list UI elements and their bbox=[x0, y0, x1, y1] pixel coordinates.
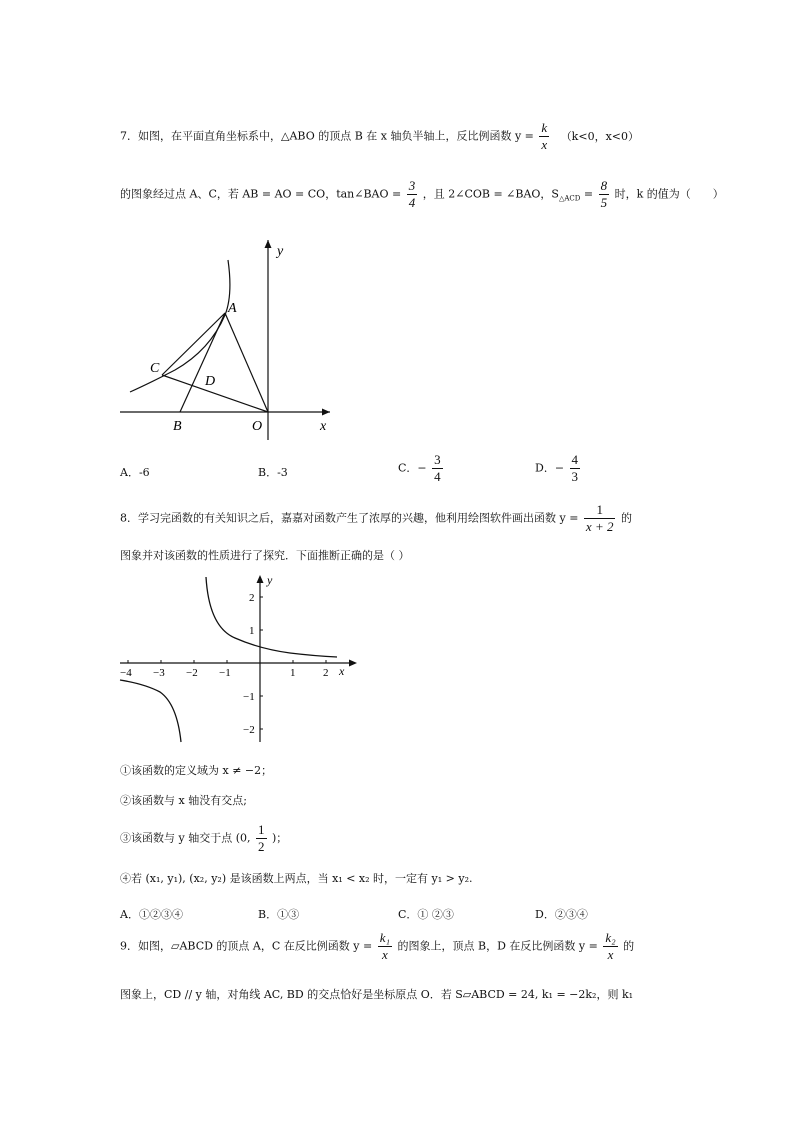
q9-frac1-num: k₁ bbox=[379, 930, 390, 945]
q8-ytick-neg2: −2 bbox=[243, 724, 255, 736]
q7-option-c-fraction bbox=[432, 452, 443, 485]
q7-segment-CA bbox=[162, 313, 225, 375]
q8-s3-suffix: )； bbox=[272, 831, 288, 845]
q8-line1-text: 8．学习完函数的有关知识之后，嘉嘉对函数产生了浓厚的兴趣，他利用绘图软件画出函数 y = bbox=[120, 511, 579, 525]
q7-line2-sub: △ACD bbox=[558, 194, 581, 203]
q7-hyperbola bbox=[130, 260, 230, 392]
q7-option-d-den: 3 bbox=[571, 469, 579, 484]
q7-label-B: B bbox=[173, 419, 182, 434]
q7-line2-b: ，且 2∠COB = ∠BAO，S bbox=[422, 187, 559, 201]
q7-label-A: A bbox=[228, 301, 237, 316]
q9-frac2-num: k₂ bbox=[605, 930, 616, 945]
q7-line2 bbox=[120, 178, 724, 211]
q7-y-arrow bbox=[265, 240, 272, 248]
q8-frac-den: x + 2 bbox=[585, 519, 614, 534]
q7-frac-s-num: 8 bbox=[600, 178, 608, 193]
q7-label-y: y bbox=[277, 244, 284, 259]
q7-fraction-tan bbox=[407, 178, 418, 211]
q8-option-a: A．①②③④ bbox=[120, 908, 183, 921]
q9-line1 bbox=[120, 930, 634, 963]
q8-xtick-1: 1 bbox=[290, 667, 296, 679]
q8-curve-left-branch bbox=[120, 680, 181, 742]
q7-option-d-fraction bbox=[570, 452, 581, 485]
q7-option-c bbox=[398, 452, 445, 485]
q7-line1 bbox=[120, 120, 639, 153]
q8-xtick-2: 2 bbox=[323, 667, 329, 679]
q8-option-b: B．①③ bbox=[258, 908, 300, 921]
q7-option-a: A．-6 bbox=[120, 466, 150, 479]
q8-x-label: x bbox=[339, 664, 345, 678]
q7-line2-c: = bbox=[583, 187, 597, 201]
q7-fraction-area bbox=[599, 178, 610, 211]
q9-fraction-k1 bbox=[378, 930, 392, 963]
q8-fraction bbox=[584, 502, 616, 535]
q7-line2-a: 的图象经过点 A、C，若 AB = AO = CO，tan∠BAO = bbox=[120, 187, 405, 201]
q9-line1-a: 9．如图，▱ABCD 的顶点 A，C 在反比例函数 y = bbox=[120, 939, 373, 953]
q7-option-c-den: 4 bbox=[434, 469, 441, 484]
q8-statement-3 bbox=[120, 822, 287, 855]
q7-line2-d: 时，k 的值为（ ） bbox=[614, 187, 724, 201]
q8-xtick-neg3: −3 bbox=[153, 667, 165, 679]
q7-option-d bbox=[535, 452, 582, 485]
q8-xtick-neg2: −2 bbox=[186, 667, 198, 679]
q8-xtick-neg4: −4 bbox=[120, 667, 132, 679]
q7-frac-k-num: k bbox=[541, 120, 548, 135]
q8-option-c: C．① ②③ bbox=[398, 908, 454, 921]
q8-y-arrow bbox=[257, 575, 264, 583]
q8-s3-prefix: ③该函数与 y 轴交于点 (0, bbox=[120, 831, 254, 845]
q8-frac-num: 1 bbox=[584, 502, 616, 519]
q7-fraction-k-over-x bbox=[539, 120, 549, 153]
q9-line2: 图象上，CD // y 轴，对角线 AC, BD 的交点恰好是坐标原点 O．若 S▱ABCD = 24, k₁ = −2k₂，则 k₁ bbox=[120, 988, 634, 1001]
q7-option-c-num: 3 bbox=[434, 452, 441, 467]
q9-frac2-den: x bbox=[607, 947, 614, 962]
q7-frac-k-den: x bbox=[541, 137, 548, 152]
q7-option-c-prefix: C．− bbox=[398, 461, 427, 475]
q8-graph bbox=[115, 572, 365, 747]
q9-frac1-den: x bbox=[381, 947, 388, 962]
q7-figure bbox=[115, 235, 345, 445]
q7-option-d-prefix: D．− bbox=[535, 461, 565, 475]
q7-label-C: C bbox=[150, 361, 160, 376]
q8-xtick-neg1: −1 bbox=[219, 667, 231, 679]
q8-s3-num: 1 bbox=[258, 822, 265, 837]
q7-option-d-num: 4 bbox=[571, 452, 579, 467]
q8-line2: 图象并对该函数的性质进行了探究．下面推断正确的是（ ） bbox=[120, 549, 410, 562]
q8-option-d: D．②③④ bbox=[535, 908, 588, 921]
q8-x-arrow bbox=[349, 660, 357, 667]
q7-x-arrow bbox=[322, 409, 330, 416]
q8-line1-end: 的 bbox=[620, 511, 632, 525]
q7-frac-s-den: 5 bbox=[600, 195, 608, 210]
q7-label-D: D bbox=[205, 374, 216, 389]
q7-condition: （k<0，x<0） bbox=[560, 129, 639, 143]
q8-s3-den: 2 bbox=[258, 839, 265, 854]
q7-label-x: x bbox=[320, 419, 327, 434]
q8-ytick-1: 1 bbox=[249, 625, 255, 637]
q7-line1-prefix: 7．如图，在平面直角坐标系中，△ABO 的顶点 B 在 x 轴负半轴上，反比例函数 y = bbox=[120, 129, 538, 143]
q9-line1-b: 的图象上，顶点 B，D 在反比例函数 y = bbox=[397, 939, 598, 953]
q7-frac-tan-num: 3 bbox=[408, 178, 416, 193]
q7-frac-tan-den: 4 bbox=[408, 195, 416, 210]
q8-ytick-2: 2 bbox=[249, 592, 255, 604]
q7-option-b: B．-3 bbox=[258, 466, 288, 479]
q8-ytick-neg1: −1 bbox=[243, 691, 255, 703]
q8-line1 bbox=[120, 502, 632, 535]
q8-y-label: y bbox=[267, 573, 273, 587]
q8-statement-1: ①该函数的定义域为 x ≠ −2； bbox=[120, 764, 273, 777]
q9-fraction-k2 bbox=[603, 930, 617, 963]
q7-segment-AO bbox=[225, 313, 268, 412]
q8-statement-2: ②该函数与 x 轴没有交点; bbox=[120, 794, 247, 807]
q8-statement-4: ④若 (x₁, y₁), (x₂, y₂) 是该函数上两点，当 x₁ < x₂ 时，一定有 y₁ > y₂. bbox=[120, 872, 473, 885]
q7-label-O: O bbox=[252, 419, 263, 434]
q8-s3-fraction bbox=[256, 822, 267, 855]
q9-line1-c: 的 bbox=[623, 939, 635, 953]
q8-curve-right-branch bbox=[206, 577, 337, 657]
